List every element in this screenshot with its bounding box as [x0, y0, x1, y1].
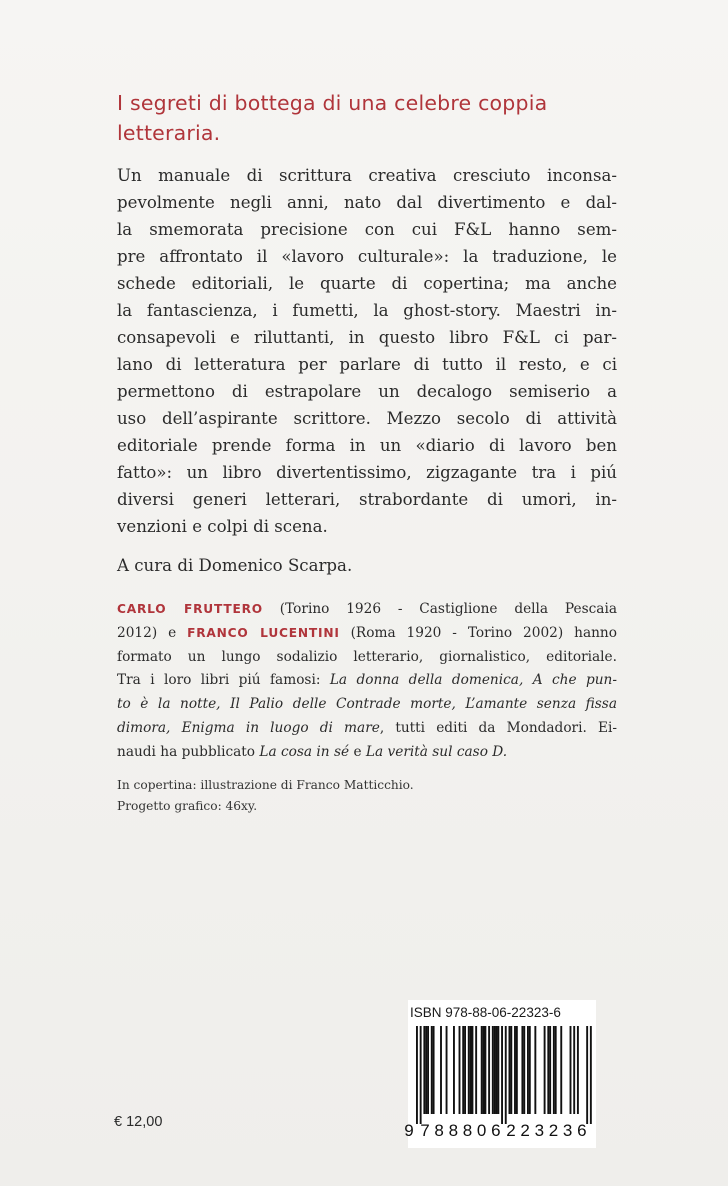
barcode-bar — [483, 1026, 485, 1114]
blurb-line: uso dell’aspirante scrittore. Mezzo secolo di attività — [117, 409, 617, 428]
barcode-bar — [521, 1026, 523, 1114]
book-titles: La donna della domenica, A che pun- — [329, 672, 617, 689]
barcode-bar — [527, 1026, 529, 1114]
barcode-bar — [492, 1026, 494, 1114]
barcode-bar — [501, 1026, 503, 1124]
barcode-bar — [509, 1026, 511, 1114]
barcode-bar — [462, 1026, 464, 1114]
barcode-bar — [570, 1026, 572, 1114]
price: € 12,00 — [114, 1114, 163, 1130]
bio-text: e — [349, 743, 366, 760]
blurb-line: consapevoli e riluttanti, in questo libro F&L ci par- — [117, 328, 617, 347]
book-titles: to è la notte, Il Palio delle Contrade morte, L’amante senza fissa — [117, 696, 617, 713]
blurb-line: schede editoriali, le quarte di copertina; ma anche — [117, 274, 617, 293]
barcode-bar — [534, 1026, 536, 1114]
barcode-bar — [555, 1026, 557, 1114]
barcode-bar — [586, 1026, 588, 1124]
barcode-bar — [549, 1026, 551, 1114]
barcode-bar — [496, 1026, 498, 1114]
bio-line: formato un lungo sodalizio letterario, giornalistico, editoriale. — [117, 648, 617, 665]
bio-line — [117, 598, 617, 622]
cover-credits — [117, 775, 414, 817]
blurb-paragraph — [117, 162, 617, 540]
barcode-bar — [481, 1026, 483, 1114]
cover-illustration-credit: In copertina: illustrazione di Franco Matticchio. — [117, 778, 414, 792]
author-bio — [117, 598, 617, 765]
barcode-digit-lead: 9 — [404, 1121, 414, 1140]
isbn-barcode — [404, 1026, 596, 1146]
barcode-bar — [560, 1026, 562, 1114]
barcode-bar — [440, 1026, 442, 1114]
barcode-bar — [468, 1026, 470, 1114]
barcode-bar — [470, 1026, 472, 1114]
bio-line — [117, 693, 617, 717]
bio-line — [117, 741, 617, 765]
blurb-line: fatto»: un libro divertentissimo, zigzagante tra i piú — [117, 463, 617, 482]
barcode-bar — [459, 1026, 461, 1114]
barcode-bar — [523, 1026, 525, 1114]
barcode-bar — [573, 1026, 575, 1114]
bio-text: 2012) e — [117, 624, 188, 641]
barcode-bar — [547, 1026, 549, 1114]
book-titles: dimora, Enigma in luogo di mare — [117, 719, 380, 736]
blurb-line: la smemorata precisione con cui F&L hanno sem- — [117, 220, 617, 239]
barcode-bar — [427, 1026, 429, 1114]
barcode-bar — [431, 1026, 433, 1114]
barcode-digits-left: 7 8 8 8 0 6 — [420, 1121, 501, 1140]
barcode-bar — [446, 1026, 448, 1114]
book-title: La verità sul caso D. — [365, 743, 508, 760]
barcode-bar — [577, 1026, 579, 1114]
blurb-line: venzioni e colpi di scena. — [117, 517, 328, 536]
book-title: La cosa in sé — [259, 743, 350, 760]
barcode-bar — [433, 1026, 435, 1114]
barcode-bar — [425, 1026, 427, 1114]
bio-text: (Torino 1926 - Castiglione della Pescaia — [262, 601, 617, 617]
barcode-bar — [510, 1026, 512, 1114]
barcode-bar — [529, 1026, 531, 1114]
barcode-bar — [553, 1026, 555, 1114]
bio-line — [117, 669, 617, 693]
blurb-line: la fantascienza, i fumetti, la ghost-story. Maestri in- — [117, 301, 617, 320]
blurb-line: pevolmente negli anni, nato dal divertimento e dal- — [117, 193, 617, 212]
barcode-bar — [416, 1026, 418, 1124]
bio-text: (Roma 1920 - Torino 2002) hanno — [339, 624, 617, 641]
bio-line — [117, 622, 617, 646]
blurb-line: Un manuale di scrittura creativa cresciuto inconsa- — [117, 166, 617, 185]
blurb-line: pre affrontato il «lavoro culturale»: la traduzione, le — [117, 247, 617, 266]
barcode-digits-right: 2 2 3 2 3 6 — [506, 1121, 587, 1140]
author-name-lucentini: FRANCO LUCENTINI — [187, 625, 340, 640]
barcode-bar — [514, 1026, 516, 1114]
bio-text: naudi ha pubblicato — [117, 743, 260, 760]
tagline-line-2: letteraria. — [117, 121, 221, 145]
bio-text: , tutti editi da Mondadori. Ei- — [379, 719, 617, 736]
barcode-bar — [590, 1026, 592, 1124]
author-name-fruttero: CARLO FRUTTERO — [117, 602, 263, 616]
barcode-bar — [544, 1026, 546, 1114]
graphic-design-credit: Progetto grafico: 46xy. — [117, 799, 258, 813]
tagline — [117, 88, 617, 148]
barcode-bar — [505, 1026, 507, 1124]
barcode-bar — [420, 1026, 422, 1124]
editor-credit: A cura di Domenico Scarpa. — [117, 556, 353, 575]
barcode-bar — [516, 1026, 518, 1114]
barcode-bar — [484, 1026, 486, 1114]
blurb-line: permettono di estrapolare un decalogo semiserio a — [117, 382, 617, 401]
barcode-bar — [494, 1026, 496, 1114]
barcode-bar — [423, 1026, 425, 1114]
isbn-label: ISBN 978-88-06-22323-6 — [410, 1005, 561, 1020]
blurb-line: lano di letteratura per parlare di tutto il resto, e ci — [117, 355, 617, 374]
bio-line — [117, 717, 617, 741]
tagline-line-1: I segreti di bottega di una celebre coppia — [117, 91, 548, 115]
blurb-line: editoriale prende forma in un «diario di lavoro ben — [117, 436, 617, 455]
barcode-bar — [497, 1026, 499, 1114]
barcode-bar — [464, 1026, 466, 1114]
barcode-bar — [453, 1026, 455, 1114]
blurb-line: diversi generi letterari, strabordante di umori, in- — [117, 490, 617, 509]
barcode-bar — [475, 1026, 477, 1114]
barcode-bar — [488, 1026, 490, 1114]
barcode-bar — [472, 1026, 474, 1114]
bio-text: Tra i loro libri piú famosi: — [117, 672, 330, 689]
